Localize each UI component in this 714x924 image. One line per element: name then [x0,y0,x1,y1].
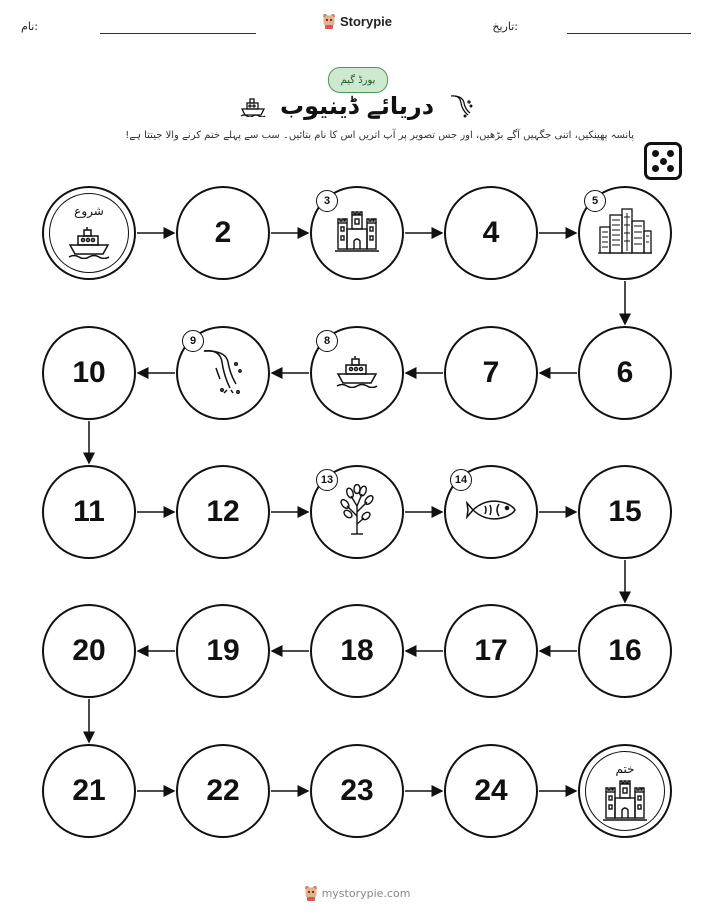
space-number-badge: 3 [316,190,338,212]
space-number: 21 [72,774,106,807]
page-title: دریائے ڈینیوب [279,92,435,120]
board-space-picture [310,465,404,559]
board-space [176,604,270,698]
space-number: 22 [206,774,240,807]
board-space-picture [310,326,404,420]
space-number: 20 [72,634,106,667]
finish-space [578,744,672,838]
board-space-picture [310,186,404,280]
board-space [176,465,270,559]
start-label: شروع [74,204,104,218]
space-number: 10 [72,356,106,389]
board-space [310,604,404,698]
footer-url: mystorypie.com [321,886,411,900]
castle-icon [334,209,380,257]
space-number: 18 [340,634,374,667]
city-buildings-icon [597,205,653,261]
boat-icon [67,225,111,263]
board-space [578,465,672,559]
space-number: 12 [206,495,240,528]
board-space-picture [176,326,270,420]
space-number: 23 [340,774,374,807]
space-number-badge: 5 [584,190,606,212]
castle-icon [602,778,648,826]
boat-icon [335,354,379,392]
date-label: تاریخ: [492,20,518,33]
instructions: پانسہ پھینکیں، اتنی جگہیں آگے بڑھیں، اور جس تصویر پر آپ اتریں اس کا نام بتائیں۔ سب سے پہلے ختم کرنے والا جیتتا ہے! [125,130,634,141]
footer [0,885,714,901]
space-number: 19 [206,634,240,667]
board-space [42,744,136,838]
board-space [444,326,538,420]
start-space [42,186,136,280]
board-space [42,326,136,420]
board-space [176,186,270,280]
board-space [42,465,136,559]
space-number-badge: 9 [182,330,204,352]
board-game-badge: بورڈ گیم [328,67,388,93]
board-space [444,744,538,838]
space-number: 2 [214,216,232,249]
tree-icon [335,484,379,540]
board-space-picture [444,465,538,559]
waterfall-icon [200,346,246,400]
space-number-badge: 8 [316,330,338,352]
space-number: 15 [608,495,642,528]
brand-name: Storypie [339,13,392,29]
board-space [310,744,404,838]
board-space [444,186,538,280]
space-number: 11 [73,495,105,528]
finish-label: ختم [615,762,635,776]
fish-icon [465,495,517,529]
space-number: 4 [482,216,500,249]
space-number: 16 [608,634,642,667]
space-number: 7 [482,356,500,389]
space-number-badge: 13 [316,469,338,491]
storypie-logo-icon [304,885,318,901]
board-space [444,604,538,698]
space-number: 6 [616,356,634,389]
space-number-badge: 14 [450,469,472,491]
board-space [578,326,672,420]
board-space-picture [578,186,672,280]
board-space [42,604,136,698]
board-space [176,744,270,838]
name-label: نام: [21,20,38,33]
space-number: 17 [474,634,508,667]
board-space [578,604,672,698]
space-number: 24 [474,774,508,807]
